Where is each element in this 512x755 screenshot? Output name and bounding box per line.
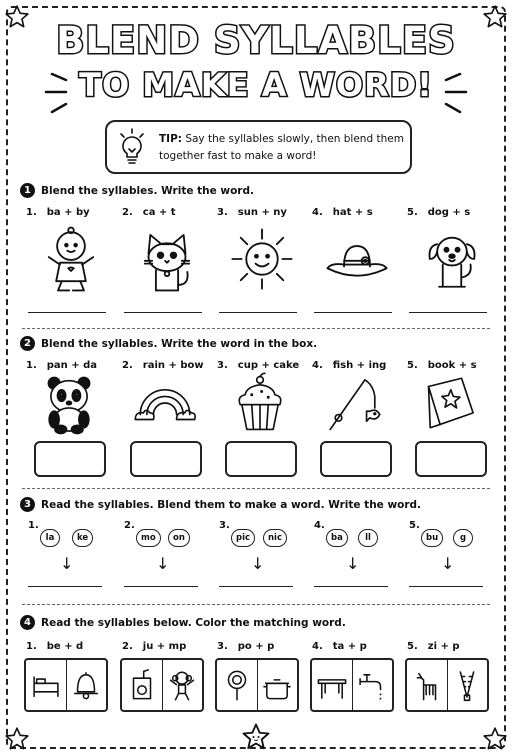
tip-box [105,120,412,174]
section-instructions: Blend the syllables. Write the word in the box. [41,337,318,350]
syllable-pair: zi + p [427,641,460,652]
answer-line[interactable] [28,586,102,587]
syllable-bubble: ba [326,529,348,547]
cat-icon [130,222,204,296]
section-1-heading [20,183,254,198]
syllable-pair: ta + p [332,641,367,652]
section-number-badge: 1 [20,183,35,198]
item-label [312,641,367,652]
item-label [26,207,90,218]
syllable-bubble: bu [421,529,443,547]
syllable-pair: ju + mp [142,641,187,652]
syllable-pair: pan + da [46,360,98,371]
picture-choice-box [215,658,299,712]
item-number: 3. [217,360,228,371]
syllable-pair: book + s [427,360,477,371]
answer-box[interactable] [130,441,202,477]
picture-choice-box [405,658,489,712]
section-instructions: Read the syllables below. Color the matching word. [41,616,346,629]
smiling-star-icon [241,722,271,752]
arrow-down-icon: ↓ [156,554,170,573]
arrow-down-icon: ↓ [251,554,265,573]
item-number: 2. [124,520,135,531]
answer-line[interactable] [409,312,487,313]
panda-icon [32,370,106,436]
item-label [407,207,470,218]
item-label [217,641,274,652]
syllable-bubble: la [40,529,60,547]
item-number: 1. [26,641,37,652]
title-line-1: BLEND SYLLABLES [56,19,456,62]
cupcake-icon [223,370,297,436]
item-number: 3. [217,641,228,652]
faucet-icon[interactable] [352,660,393,710]
tip-label: TIP: [159,133,182,145]
hat-icon [320,222,394,296]
syllable-bubble: mo [136,529,161,547]
section-2-heading [20,336,317,351]
item-number: 4. [312,207,323,218]
star-icon [482,726,508,752]
answer-line[interactable] [219,312,297,313]
section-divider [22,604,490,605]
syllable-pair: ba + by [46,207,90,218]
item-number: 2. [122,641,133,652]
lollipop-icon[interactable] [217,660,257,710]
rainbow-icon [128,370,202,436]
item-number: 4. [312,360,323,371]
item-label [407,641,460,652]
section-number-badge: 3 [20,497,35,512]
star-icon [4,726,30,752]
syllable-pair: sun + ny [237,207,287,218]
item-label [122,641,186,652]
syllable-bubble: pic [231,529,255,547]
item-number: 5. [407,641,418,652]
bell-icon[interactable] [66,660,107,710]
baby-icon [34,222,108,296]
item-number: 5. [407,360,418,371]
answer-line[interactable] [124,586,198,587]
picture-choice-box [24,658,108,712]
title-line-2: TO MAKE A WORD! [79,66,433,104]
picture-choice-box [120,658,204,712]
section-3-heading [20,497,421,512]
arrow-down-icon: ↓ [441,554,455,573]
pot-icon[interactable] [257,660,298,710]
syllable-pair: ca + t [142,207,176,218]
section-4-heading [20,615,346,630]
item-number: 2. [122,207,133,218]
item-label [122,207,176,218]
picture-choice-box [310,658,394,712]
answer-line[interactable] [28,312,106,313]
book-icon [413,370,487,436]
syllable-bubble: nic [263,529,287,547]
answer-line[interactable] [124,312,202,313]
answer-line[interactable] [314,312,392,313]
syllable-pair: po + p [237,641,275,652]
syllable-pair: dog + s [427,207,471,218]
fishing-rod-icon [318,370,392,436]
section-divider [22,488,490,489]
tip-message: Say the syllables slowly, then blend them together fast to make a word! [159,133,404,162]
syllable-pair: fish + ing [332,360,387,371]
section-number-badge: 4 [20,615,35,630]
item-number: 5. [409,520,420,531]
dog-icon [415,222,489,296]
worksheet-title [0,18,512,106]
item-number: 4. [312,641,323,652]
answer-box[interactable] [225,441,297,477]
syllable-bubble: on [168,529,190,547]
item-number: 3. [217,207,228,218]
section-number-badge: 2 [20,336,35,351]
table-icon[interactable] [312,660,352,710]
section-divider [22,328,490,329]
arrow-down-icon: ↓ [60,554,74,573]
sun-icon [225,222,299,296]
item-number: 4. [314,520,325,531]
item-number: 1. [26,207,37,218]
syllable-bubble: ll [358,529,378,547]
item-number: 3. [219,520,230,531]
item-label [26,641,83,652]
item-number: 2. [122,360,133,371]
lightbulb-icon [117,128,147,168]
answer-line[interactable] [219,586,293,587]
item-label [312,207,373,218]
syllable-pair: cup + cake [237,360,300,371]
syllable-bubble: g [453,529,473,547]
item-label [217,207,287,218]
section-instructions: Read the syllables. Blend them to make a word. Write the word. [41,498,422,511]
item-number: 1. [28,520,39,531]
zipper-icon[interactable] [447,660,488,710]
answer-box[interactable] [34,441,106,477]
tip-text [159,131,407,165]
item-number: 1. [26,360,37,371]
item-number: 5. [407,207,418,218]
juice-box-icon[interactable] [122,660,162,710]
syllable-pair: rain + bow [142,360,204,371]
arrow-down-icon: ↓ [346,554,360,573]
answer-line[interactable] [314,586,388,587]
answer-box[interactable] [415,441,487,477]
syllable-pair: hat + s [332,207,373,218]
monkey-icon[interactable] [162,660,203,710]
syllable-bubble: ke [72,529,93,547]
answer-box[interactable] [320,441,392,477]
syllable-pair: be + d [46,641,84,652]
answer-line[interactable] [409,586,483,587]
section-instructions: Blend the syllables. Write the word. [41,184,254,197]
zebra-icon[interactable] [407,660,447,710]
bed-icon[interactable] [26,660,66,710]
